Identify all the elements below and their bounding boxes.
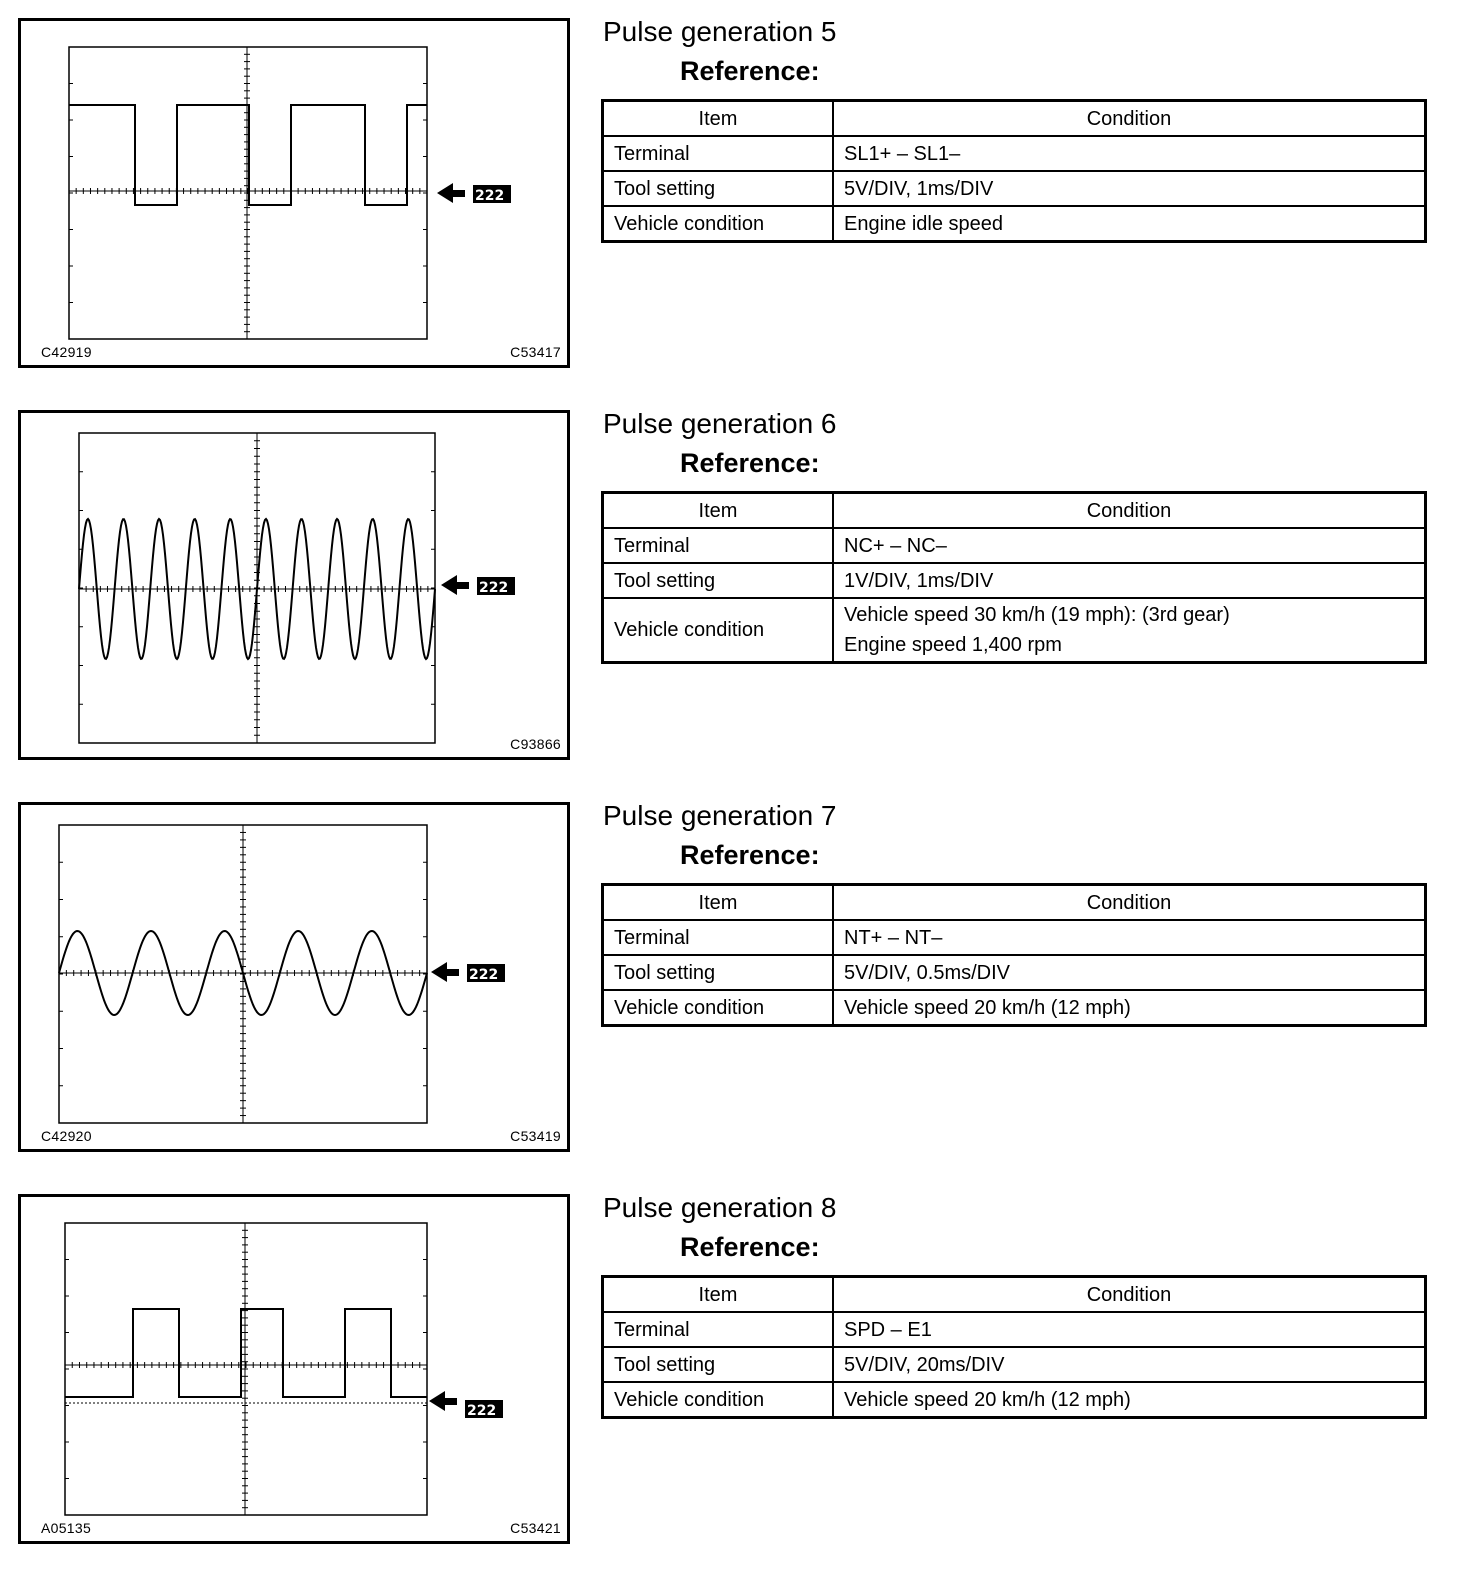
row-item: Tool setting <box>603 171 834 206</box>
condition-line: Vehicle speed 30 km/h (19 mph): (3rd gear) <box>844 604 1230 626</box>
figure-code-right: C93866 <box>510 736 561 752</box>
oscilloscope-figure <box>18 18 570 368</box>
row-condition: Vehicle speed 20 km/h (12 mph) <box>833 1382 1426 1418</box>
table-row <box>603 171 1426 206</box>
row-item: Tool setting <box>603 1347 834 1382</box>
table-row <box>603 1347 1426 1382</box>
pulse-section-6 <box>0 392 1472 784</box>
row-item: Terminal <box>603 136 834 171</box>
figure-code-left: C42920 <box>41 1128 92 1144</box>
row-condition: 5V/DIV, 1ms/DIV <box>833 171 1426 206</box>
row-item: Terminal <box>603 528 834 563</box>
table-row <box>603 563 1426 598</box>
condition-line: Engine speed 1,400 rpm <box>844 634 1062 656</box>
reference-label: Reference: <box>680 1232 820 1262</box>
table-row <box>603 136 1426 171</box>
waveform-plot <box>21 21 567 365</box>
figure-code-left: C42919 <box>41 344 92 360</box>
header-item: Item <box>603 493 834 529</box>
pulse-section-7 <box>0 784 1472 1176</box>
waveform-plot <box>21 413 567 757</box>
row-item: Terminal <box>603 1312 834 1347</box>
section-title: Pulse generation 6 <box>603 408 837 439</box>
header-item: Item <box>603 885 834 921</box>
ground-arrow-icon <box>441 575 469 595</box>
header-item: Item <box>603 101 834 137</box>
row-condition: Engine idle speed <box>833 206 1426 242</box>
row-condition: 5V/DIV, 20ms/DIV <box>833 1347 1426 1382</box>
ground-symbol-icon <box>477 577 515 596</box>
row-item: Vehicle condition <box>603 206 834 242</box>
table-header-row <box>603 1277 1426 1313</box>
svg-text:222: 222 <box>479 580 509 596</box>
row-condition: NT+ – NT– <box>833 920 1426 955</box>
pulse-section-5 <box>0 0 1472 392</box>
ground-arrow-icon <box>431 962 459 982</box>
row-item: Vehicle condition <box>603 1382 834 1418</box>
table-header-row <box>603 493 1426 529</box>
section-title: Pulse generation 7 <box>603 800 837 831</box>
oscilloscope-figure <box>18 410 570 760</box>
row-item: Vehicle condition <box>603 990 834 1026</box>
pulse-section-8 <box>0 1176 1472 1568</box>
table-row <box>603 598 1426 663</box>
row-condition: Vehicle speed 20 km/h (12 mph) <box>833 990 1426 1026</box>
section-title: Pulse generation 8 <box>603 1192 837 1223</box>
svg-text:222: 222 <box>475 188 505 204</box>
row-condition: NC+ – NC– <box>833 528 1426 563</box>
figure-code-left: A05135 <box>41 1520 92 1536</box>
ground-symbol-icon <box>465 1400 503 1419</box>
table-row <box>603 528 1426 563</box>
reference-table <box>601 99 1427 243</box>
waveform-plot <box>21 805 567 1149</box>
reference-table <box>601 1275 1427 1419</box>
ground-symbol-icon <box>473 185 511 204</box>
table-row <box>603 1312 1426 1347</box>
row-item: Vehicle condition <box>603 598 834 663</box>
oscilloscope-figure <box>18 1194 570 1544</box>
reference-label: Reference: <box>680 840 820 870</box>
row-condition: 5V/DIV, 0.5ms/DIV <box>833 955 1426 990</box>
reference-label: Reference: <box>680 56 820 86</box>
table-row <box>603 1382 1426 1418</box>
scope-grid <box>65 1223 427 1515</box>
row-condition: SL1+ – SL1– <box>833 136 1426 171</box>
row-item: Terminal <box>603 920 834 955</box>
figure-code-right: C53417 <box>510 344 561 360</box>
row-condition: 1V/DIV, 1ms/DIV <box>833 563 1426 598</box>
row-item: Tool setting <box>603 563 834 598</box>
table-row <box>603 920 1426 955</box>
ground-arrow-icon <box>437 183 465 203</box>
svg-text:222: 222 <box>467 1403 497 1419</box>
ground-arrow-icon <box>429 1391 457 1411</box>
header-condition: Condition <box>833 1277 1426 1313</box>
ground-symbol-icon <box>467 964 505 983</box>
reference-label: Reference: <box>680 448 820 478</box>
reference-table <box>601 883 1427 1027</box>
header-condition: Condition <box>833 101 1426 137</box>
section-title: Pulse generation 5 <box>603 16 837 47</box>
oscilloscope-figure <box>18 802 570 1152</box>
table-row <box>603 955 1426 990</box>
table-row <box>603 990 1426 1026</box>
row-condition <box>833 598 1426 663</box>
svg-text:222: 222 <box>469 967 499 983</box>
waveform-plot <box>21 1197 567 1541</box>
table-row <box>603 206 1426 242</box>
reference-table <box>601 491 1427 664</box>
header-condition: Condition <box>833 493 1426 529</box>
figure-code-right: C53419 <box>510 1128 561 1144</box>
figure-code-right: C53421 <box>510 1520 561 1536</box>
table-header-row <box>603 101 1426 137</box>
row-item: Tool setting <box>603 955 834 990</box>
header-condition: Condition <box>833 885 1426 921</box>
table-header-row <box>603 885 1426 921</box>
row-condition: SPD – E1 <box>833 1312 1426 1347</box>
waveform-trace <box>69 105 427 205</box>
header-item: Item <box>603 1277 834 1313</box>
